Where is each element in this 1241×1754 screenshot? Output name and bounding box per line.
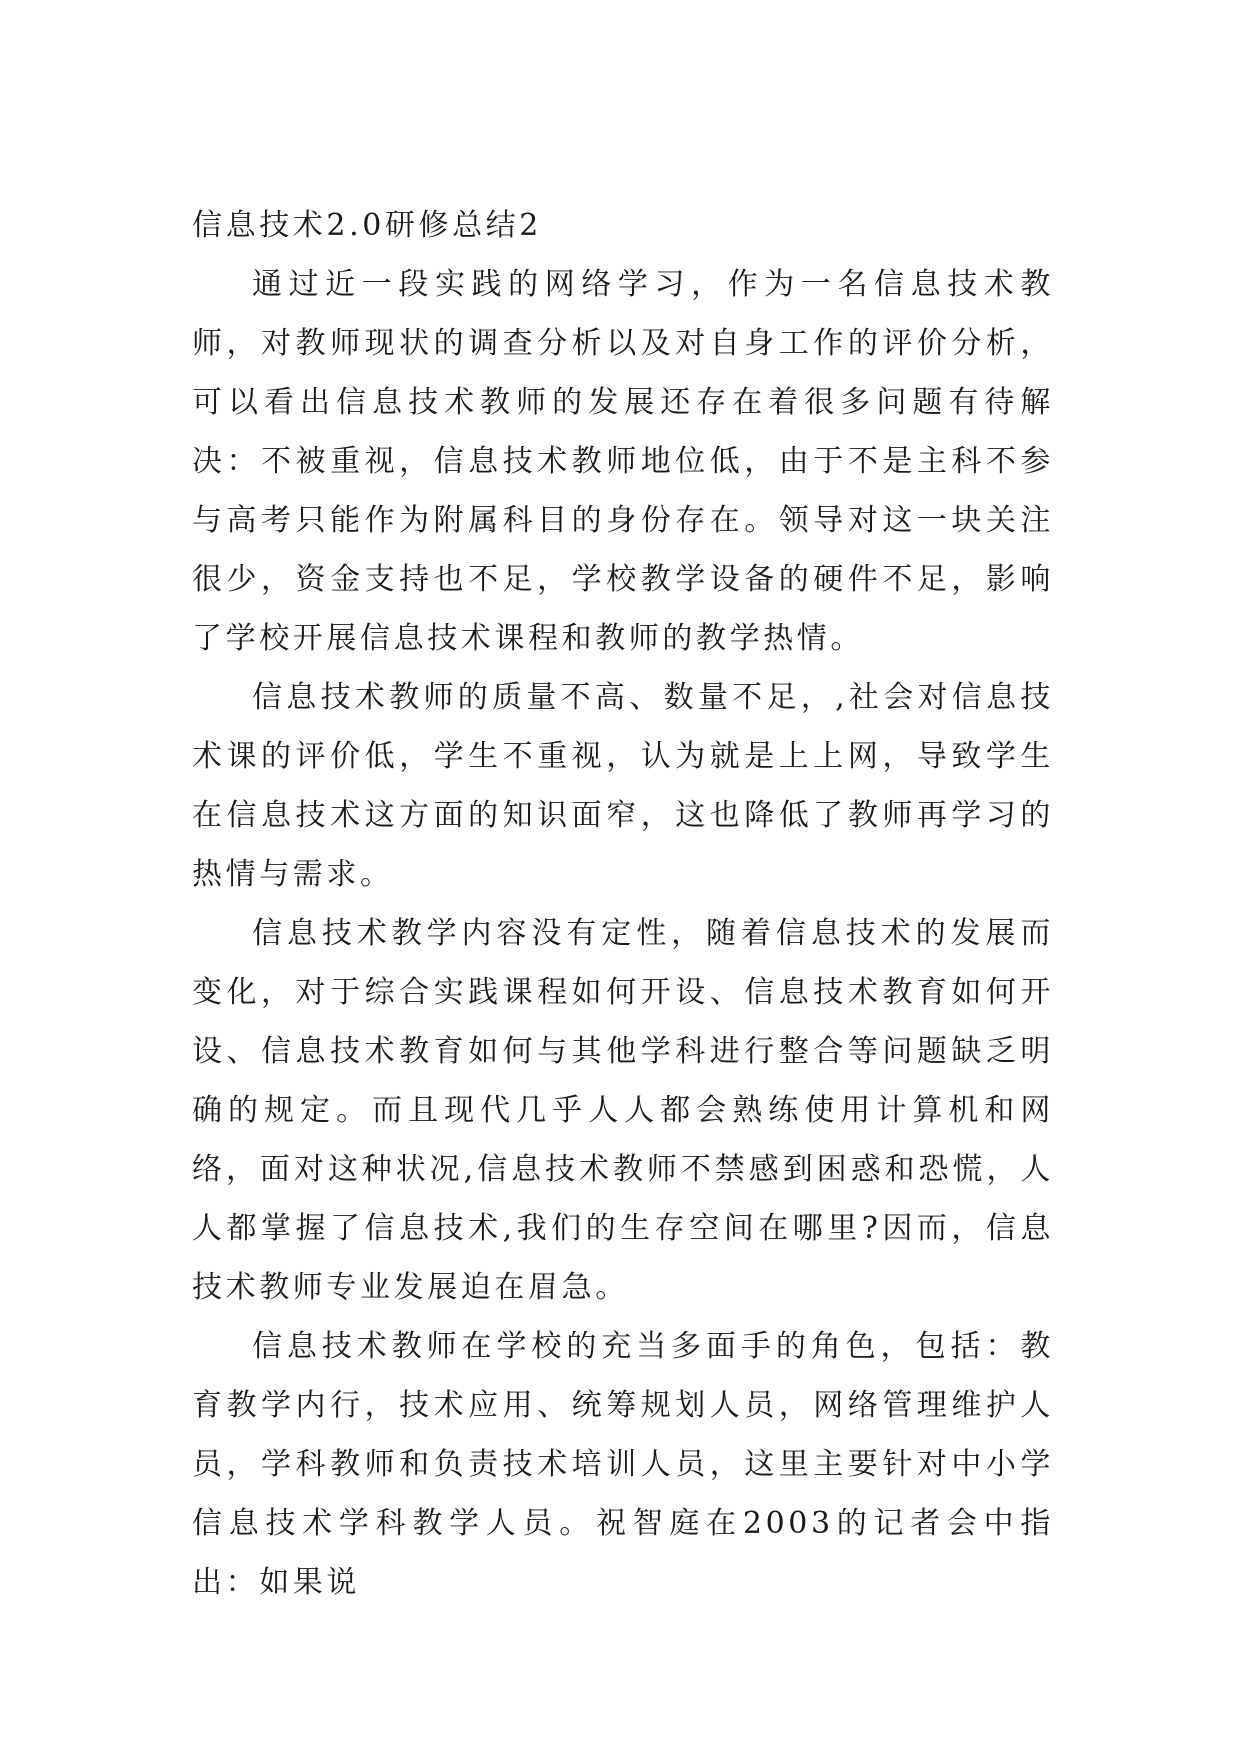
document-body xyxy=(192,196,1054,1612)
paragraph-4: 信息技术教师在学校的充当多面手的角色，包括：教育教学内行，技术应用、统筹规划人员，网络管理维护人员，学科教师和负责技术培训人员，这里主要针对中小学信息技术学科教学人员。祝智庭在2003的记者会中指出：如果说 xyxy=(192,1329,1054,1600)
paragraph-2: 信息技术教师的质量不高、数量不足，,社会对信息技术课的评价低，学生不重视，认为就是上上网，导致学生在信息技术这方面的知识面窄，这也降低了教师再学习的热情与需求。 xyxy=(192,680,1054,892)
document-title: 信息技术2.0研修总结2 xyxy=(192,208,542,243)
paragraph-1: 通过近一段实践的网络学习，作为一名信息技术教师，对教师现状的调查分析以及对自身工作的评价分析，可以看出信息技术教师的发展还存在着很多问题有待解决：不被重视，信息技术教师地位低，由于不是主科不参与高考只能作为附属科目的身份存在。领导对这一块关注很少，资金支持也不足，学校教学设备的硬件不足，影响了学校开展信息技术课程和教师的教学热情。 xyxy=(192,267,1054,656)
paragraph-3: 信息技术教学内容没有定性，随着信息技术的发展而变化，对于综合实践课程如何开设、信息技术教育如何开设、信息技术教育如何与其他学科进行整合等问题缺乏明确的规定。而且现代几乎人人都会熟练使用计算机和网络，面对这种状况,信息技术教师不禁感到困惑和恐慌，人人都掌握了信息技术,我们的生存空间在哪里?因而，信息技术教师专业发展迫在眉急。 xyxy=(192,916,1054,1305)
